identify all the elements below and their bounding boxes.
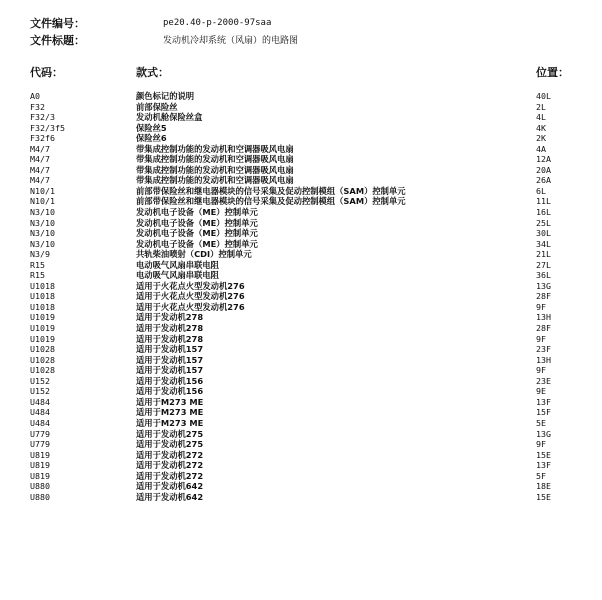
row-code: N3/10 [30,217,55,228]
row-description: 适用于发动机272 [136,449,204,460]
doc-title-value: 发动机冷却系统（风扇）的电路图 [163,36,299,46]
row-code: U880 [30,491,50,502]
table-row [30,376,575,387]
row-description: 适用于发动机156 [136,375,204,386]
doc-title-label: 文件标题： [30,33,85,47]
row-position: 9F [536,439,546,450]
table-row [30,186,575,197]
row-position: 28F [536,323,551,334]
row-position: 13F [536,396,551,407]
table-row [30,112,575,123]
row-code: U1018 [30,301,55,312]
row-code: F32f6 [30,133,55,144]
row-description: 适用于发动机278 [136,323,204,334]
row-description: 发动机电子设备（ME）控制单元 [136,228,258,239]
table-row [30,386,575,397]
row-position: 15F [536,407,551,418]
table-row [30,239,575,250]
row-code: U1018 [30,291,55,302]
table-row [30,175,575,186]
row-description: 电动吸气风扇串联电阻 [136,270,219,281]
row-position: 2L [536,101,546,112]
row-code: U1028 [30,365,55,376]
row-position: 23F [536,344,551,355]
table-row [30,460,575,471]
row-description: 发动机电子设备（ME）控制单元 [136,238,258,249]
row-description: 发动机电子设备（ME）控制单元 [136,217,258,228]
table-row [30,218,575,229]
row-description: 带集成控制功能的发动机和空调器吸风电扇 [136,154,294,165]
row-description: 保险丝5 [136,122,167,133]
table-row [30,260,575,271]
table-row [30,344,575,355]
row-description: 前部带保险丝和继电器模块的信号采集及促动控制模组（SAM）控制单元 [136,196,406,207]
row-description: 适用于发动机157 [136,354,204,365]
row-description: 发动机电子设备（ME）控制单元 [136,207,258,218]
table-row [30,281,575,292]
table-row [30,154,575,165]
row-position: 13G [536,280,551,291]
table-row [30,407,575,418]
header-desc: 款式： [136,66,169,79]
row-description: 适用于火花点火型发动机276 [136,301,245,312]
row-position: 30L [536,228,551,239]
row-position: 4K [536,122,546,133]
row-code: U1028 [30,344,55,355]
table-row [30,102,575,113]
table-row [30,450,575,461]
table-row [30,418,575,429]
row-description: 适用于发动机275 [136,428,204,439]
row-code: U1019 [30,323,55,334]
row-code: U1028 [30,354,55,365]
component-table [30,91,575,502]
row-description: 保险丝6 [136,133,167,144]
row-code: M4/7 [30,164,50,175]
row-description: 适用于发动机642 [136,481,204,492]
row-position: 40L [536,91,551,101]
row-code: N10/1 [30,196,55,207]
table-row [30,133,575,144]
row-position: 13F [536,460,551,471]
table-row [30,91,575,102]
table-row [30,355,575,366]
row-description: 前部带保险丝和继电器模块的信号采集及促动控制模组（SAM）控制单元 [136,185,406,196]
row-code: M4/7 [30,154,50,165]
row-code: U1019 [30,312,55,323]
row-description: 带集成控制功能的发动机和空调器吸风电扇 [136,143,294,154]
row-description: 适用于发动机157 [136,365,204,376]
row-position: 12A [536,154,551,165]
table-row [30,492,575,503]
row-position: 9F [536,333,546,344]
row-position: 2K [536,133,546,144]
table-row [30,302,575,313]
row-description: 适用于发动机272 [136,470,204,481]
header-code: 代码： [30,66,63,79]
row-code: R15 [30,270,45,281]
row-code: N3/10 [30,238,55,249]
table-row [30,439,575,450]
row-description: 共轨柴油喷射（CDI）控制单元 [136,249,252,260]
table-row [30,481,575,492]
row-description: 电动吸气风扇串联电阻 [136,259,219,270]
row-position: 4L [536,112,546,123]
row-code: U152 [30,375,50,386]
row-description: 带集成控制功能的发动机和空调器吸风电扇 [136,175,294,186]
table-row [30,334,575,345]
table-row [30,365,575,376]
table-row [30,312,575,323]
row-position: 34L [536,238,551,249]
row-code: U779 [30,439,50,450]
row-code: N10/1 [30,185,55,196]
row-description: 适用于发动机272 [136,460,204,471]
table-row [30,228,575,239]
row-position: 26A [536,175,551,186]
row-code: U484 [30,396,50,407]
row-position: 36L [536,270,551,281]
row-position: 9F [536,301,546,312]
row-description: 适用于M273 ME [136,417,204,428]
row-position: 6L [536,185,546,196]
table-row [30,471,575,482]
row-code: A0 [30,91,40,101]
row-code: N3/10 [30,207,55,218]
row-description: 发动机舱保险丝盒 [136,112,203,123]
row-description: 适用于发动机278 [136,312,204,323]
table-row [30,323,575,334]
row-position: 16L [536,207,551,218]
row-description: 适用于发动机642 [136,491,204,502]
row-description: 前部保险丝 [136,101,178,112]
row-position: 27L [536,259,551,270]
row-position: 15E [536,449,551,460]
table-row [30,397,575,408]
row-code: U1019 [30,333,55,344]
row-position: 4A [536,143,546,154]
row-position: 23E [536,375,551,386]
row-code: U880 [30,481,50,492]
table-row [30,207,575,218]
header-position: 位置： [536,66,569,79]
row-description: 适用于M273 ME [136,396,204,407]
table-row [30,144,575,155]
table-row [30,270,575,281]
document-meta [30,14,298,48]
row-code: M4/7 [30,143,50,154]
row-description: 适用于M273 ME [136,407,204,418]
row-position: 5F [536,470,546,481]
doc-title-row [30,31,298,48]
row-code: R15 [30,259,45,270]
row-code: U1018 [30,280,55,291]
row-code: U819 [30,449,50,460]
table-row [30,291,575,302]
row-code: F32/3 [30,112,55,123]
row-code: U152 [30,386,50,397]
row-code: U819 [30,460,50,471]
row-description: 适用于发动机156 [136,386,204,397]
row-description: 带集成控制功能的发动机和空调器吸风电扇 [136,164,294,175]
row-description: 适用于发动机157 [136,344,204,355]
table-row [30,123,575,134]
row-position: 18E [536,481,551,492]
row-position: 13H [536,354,551,365]
row-description: 适用于火花点火型发动机276 [136,280,245,291]
row-position: 9F [536,365,546,376]
doc-number-row [30,14,298,31]
row-description: 适用于发动机278 [136,333,204,344]
row-description: 适用于火花点火型发动机276 [136,291,245,302]
row-code: M4/7 [30,175,50,186]
row-description: 颜色标记的说明 [136,91,195,101]
row-position: 21L [536,249,551,260]
row-position: 13G [536,428,551,439]
row-position: 5E [536,417,546,428]
row-position: 20A [536,164,551,175]
table-header [30,64,575,80]
row-code: U819 [30,470,50,481]
table-row [30,196,575,207]
row-code: N3/9 [30,249,50,260]
table-row [30,249,575,260]
table-row [30,165,575,176]
row-position: 9E [536,386,546,397]
doc-number-label: 文件编号： [30,16,85,30]
table-row [30,429,575,440]
row-code: F32 [30,101,45,112]
row-position: 11L [536,196,551,207]
row-code: U484 [30,417,50,428]
row-code: F32/3f5 [30,122,65,133]
row-code: U779 [30,428,50,439]
row-code: U484 [30,407,50,418]
row-position: 15E [536,491,551,502]
row-position: 28F [536,291,551,302]
doc-number-value: pe20.40-p-2000-97saa [163,17,272,28]
row-position: 13H [536,312,551,323]
row-position: 25L [536,217,551,228]
row-code: N3/10 [30,228,55,239]
row-description: 适用于发动机275 [136,439,204,450]
